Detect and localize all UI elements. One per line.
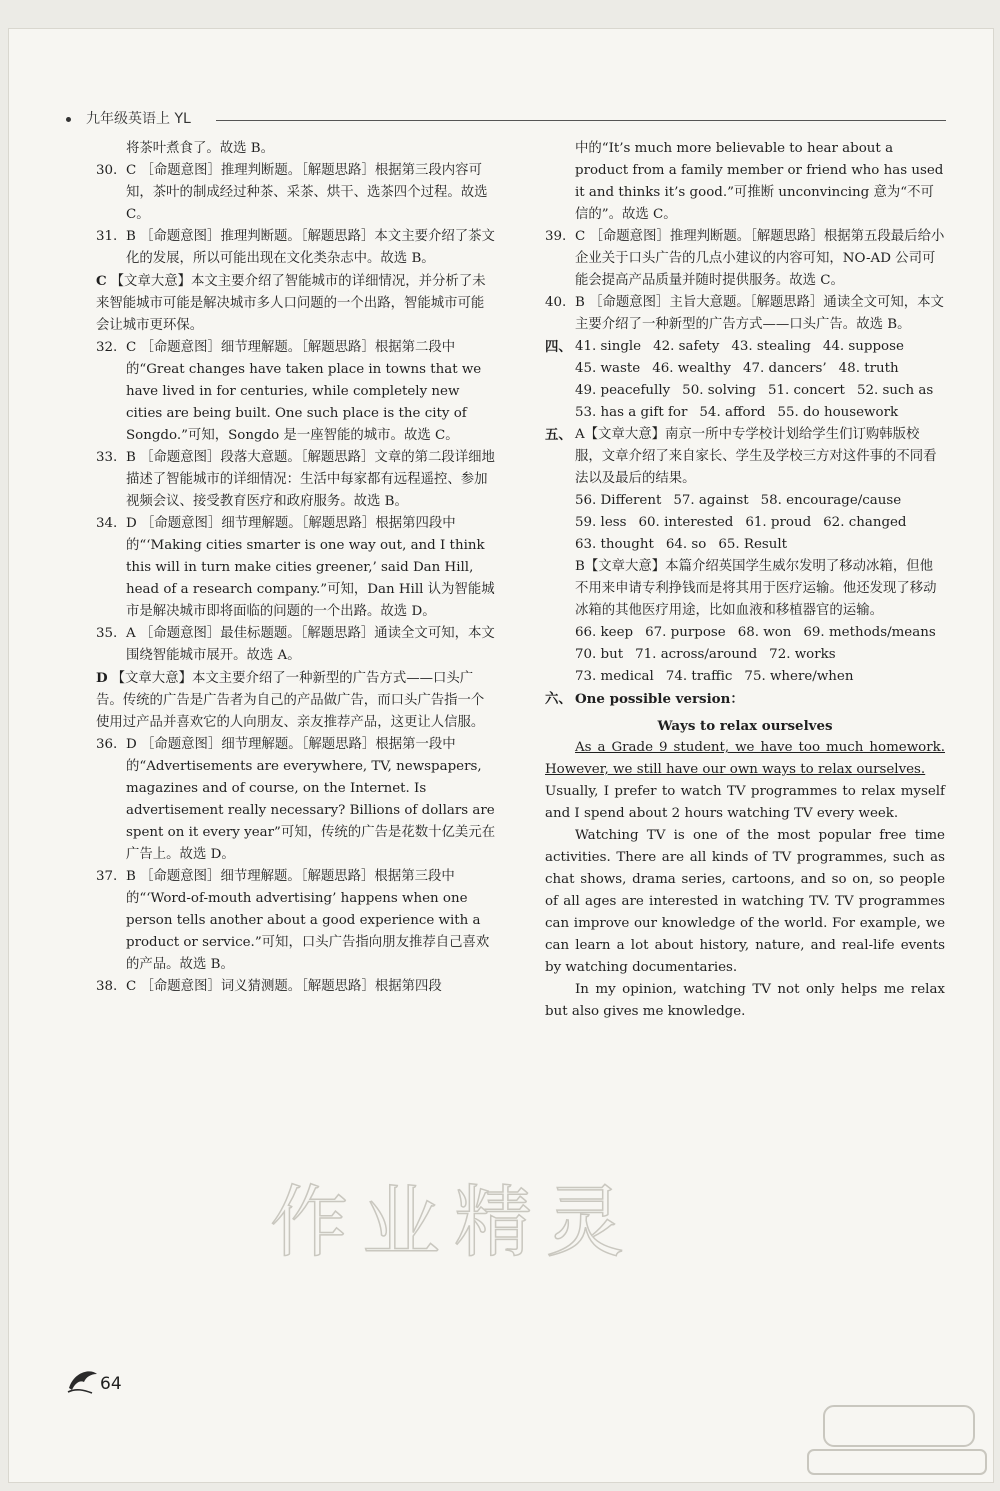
- item-text: D ［命题意图］细节理解题。［解题思路］根据第一段中的“Advertisements are everywhere, TV, newspapers, magazines and of course, on the Internet. Is advertisement really necessary? Billions of dollars are spent on it every year”可知，传统的广告是花数十亿美元在广告上。故选 D。: [126, 737, 496, 862]
- item-number: 38.: [96, 979, 118, 994]
- answer-cell: 55. do housework: [777, 405, 899, 420]
- essay-body: [545, 737, 945, 1023]
- answer-cell: 71. across/around: [635, 647, 758, 662]
- item-number: 36.: [96, 737, 118, 752]
- answer-cell: 63. thought: [575, 537, 654, 552]
- essay-paragraph-2: Watching TV is one of the most popular free time activities. There are all kinds of TV programmes, such as chat shows, drama series, cartoons, and so on, so people of all ages are interested in watching TV. TV programmes can improve our knowledge of the world. For example, we can learn a lot about history, nature, and real-life events by watching documentaries.: [545, 828, 945, 975]
- answer-cell: 62. changed: [823, 515, 907, 530]
- section-six-heading: [545, 688, 945, 711]
- right-column: [545, 138, 945, 1023]
- answer-cell: 73. medical: [575, 669, 654, 684]
- answer-cell: 43. stealing: [731, 339, 811, 354]
- section-six-lead: 六、: [545, 691, 572, 707]
- section-six-label: One possible version：: [575, 691, 744, 707]
- dolphin-logo-icon: [66, 1366, 100, 1396]
- answer-cell: 50. solving: [682, 383, 756, 398]
- answer-row: [545, 622, 945, 644]
- answer-row: [545, 380, 945, 402]
- left-answer-item: [96, 226, 496, 270]
- answer-cell: 74. traffic: [665, 669, 733, 684]
- item-text: 将茶叶煮食了。故选 B。: [126, 141, 275, 156]
- item-text: B ［命题意图］段落大意题。［解题思路］文章的第二段详细地描述了智能城市的详细情况：生活中每家都有远程遥控、参加视频会议、接受教育医疗和政府服务。故选 B。: [126, 450, 495, 509]
- answer-cell: 69. methods/means: [803, 625, 936, 640]
- item-text: 【文章大意】本文主要介绍了一种新型的广告方式——口头广告。传统的广告是广告者为自己的产品做广告，而口头广告指一个使用过产品并喜欢它的人向朋友、亲友推荐产品，这更让人信服。: [96, 671, 485, 730]
- section-five-a-summary: [545, 424, 945, 490]
- answer-cell: 42. safety: [653, 339, 720, 354]
- item-text: C ［命题意图］推理判断题。［解题思路］根据第三段内容可知，茶叶的制成经过种茶、采茶、烘干、选茶四个过程。故选 C。: [126, 163, 488, 222]
- answer-cell: 58. encourage/cause: [760, 493, 902, 508]
- item-number: 40.: [545, 295, 567, 310]
- item-text: B ［命题意图］主旨大意题。［解题思路］通读全文可知，本文主要介绍了一种新型的广告方式——口头广告。故选 B。: [575, 295, 944, 332]
- item-text: B ［命题意图］推理判断题。［解题思路］本文主要介绍了茶文化的发展，所以可能出现在文化类杂志中。故选 B。: [126, 229, 495, 266]
- answer-site-stamp-icon: [800, 1400, 990, 1480]
- answer-row: [545, 402, 945, 424]
- left-answer-item: [96, 160, 496, 226]
- answer-cell: 51. concert: [767, 383, 845, 398]
- answer-cell: 53. has a gift for: [575, 405, 688, 420]
- right-answer-item: [545, 226, 945, 292]
- left-answer-item: [96, 866, 496, 976]
- answer-cell: 72. works: [769, 647, 836, 662]
- item-text: A ［命题意图］最佳标题题。［解题思路］通读全文可知，本文围绕智能城市展开。故选 A。: [126, 626, 495, 663]
- item-number: 31.: [96, 229, 118, 244]
- left-answer-item: [96, 337, 496, 447]
- section-lead: 五、: [545, 427, 572, 443]
- answer-cell: 75. where/when: [744, 669, 854, 684]
- answer-row: [545, 512, 945, 534]
- watermark-text: 作业精灵: [270, 1178, 639, 1268]
- answer-cell: 44. suppose: [822, 339, 904, 354]
- item-number: D: [96, 670, 108, 686]
- item-text: C ［命题意图］词义猜测题。［解题思路］根据第四段: [126, 979, 442, 994]
- right-continuation: [545, 138, 945, 226]
- left-answer-item: [96, 270, 496, 337]
- summary-text: A【文章大意】南京一所中专学校计划给学生们订购韩版校服，文章介绍了来自家长、学生及学校三方对这件事的不同看法以及最后的结果。: [575, 427, 937, 486]
- left-answer-item: [96, 976, 496, 998]
- answer-cell: 67. purpose: [645, 625, 726, 640]
- answer-row: [545, 358, 945, 380]
- item-number: 34.: [96, 516, 118, 531]
- item-number: 30.: [96, 163, 118, 178]
- left-continuation: [96, 138, 496, 160]
- answer-cell: 59. less: [575, 515, 627, 530]
- answer-cell: 47. dancers’: [742, 361, 827, 376]
- right-answer-item: [545, 292, 945, 336]
- item-number: 35.: [96, 626, 118, 641]
- left-answer-item: [96, 513, 496, 623]
- item-number: 33.: [96, 450, 118, 465]
- page-number: 64: [100, 1374, 122, 1394]
- item-text: D ［命题意图］细节理解题。［解题思路］根据第四段中的“‘Making cities smarter is one way out, and I think this will in turn make cities greener,’ said Dan Hill, head of a research company.”可知，Dan Hill 认为智能城市是解决城市即将面临的问题的一个出路。故选 D。: [126, 516, 495, 619]
- item-number: 37.: [96, 869, 118, 884]
- answer-row: [545, 490, 945, 512]
- answer-cell: 52. such as: [856, 383, 934, 398]
- item-text: 中的“It’s much more believable to hear about a product from a family member or friend who has used it and thinks it’s good.”可推断 unconvincing 意为“不可信的”。故选 C。: [575, 141, 944, 222]
- left-column: [96, 138, 496, 998]
- answer-cell: 66. keep: [575, 625, 634, 640]
- answer-cell: 65. Result: [718, 537, 788, 552]
- answer-row: [545, 336, 945, 358]
- item-number: 39.: [545, 229, 567, 244]
- item-text: C ［命题意图］细节理解题。［解题思路］根据第二段中的“Great changes have taken place in towns that we have lived in for centuries, while completely new cities are being built. One such place is the city of Songdo.”可知，Songdo 是一座智能的城市。故选 C。: [126, 340, 482, 443]
- essay-paragraph-1: As a Grade 9 student, we have too much homework. However, we still have our own ways to relax ourselves.: [545, 740, 945, 777]
- answer-cell: 45. waste: [575, 361, 641, 376]
- answer-cell: 56. Different: [575, 493, 662, 508]
- answer-cell: 46. wealthy: [652, 361, 731, 376]
- essay-paragraph-1b: Usually, I prefer to watch TV programmes to relax myself and I spend about 2 hours watching TV every week.: [545, 784, 945, 821]
- section-five-answers: [545, 424, 945, 688]
- page-header: [66, 108, 946, 130]
- item-text: 【文章大意】本文主要介绍了智能城市的详细情况，并分析了未来智能城市可能是解决城市多人口问题的一个出路，智能城市可能会让城市更环保。: [96, 274, 486, 333]
- header-title: 九年级英语上 YL: [86, 111, 191, 127]
- answer-cell: 64. so: [665, 537, 707, 552]
- left-answer-item: [96, 734, 496, 866]
- item-text: C ［命题意图］推理判断题。［解题思路］根据第五段最后给小企业关于口头广告的几点小建议的内容可知，NO-AD 公司可能会提高产品质量并随时提供服务。故选 C。: [575, 229, 945, 288]
- section-lead: 四、: [545, 339, 572, 355]
- answer-cell: 61. proud: [745, 515, 812, 530]
- header-bullet: [66, 117, 71, 122]
- essay-paragraph-3: In my opinion, watching TV not only helps me relax but also gives me knowledge.: [545, 982, 945, 1019]
- answer-cell: 54. afford: [699, 405, 766, 420]
- header-rule: [216, 120, 946, 121]
- item-number: 32.: [96, 340, 118, 355]
- answer-row: [545, 644, 945, 666]
- answer-cell: 48. truth: [838, 361, 899, 376]
- section-four-answers: [545, 336, 945, 424]
- answer-cell: 70. but: [575, 647, 624, 662]
- item-text: B ［命题意图］细节理解题。［解题思路］根据第三段中的“‘Word-of-mouth advertising’ happens when one person tells another about a good experience with a product or service.”可知，口头广告指向朋友推荐自己喜欢的产品。故选 B。: [126, 869, 490, 972]
- item-number: C: [96, 273, 107, 289]
- answer-cell: 68. won: [737, 625, 792, 640]
- answer-cell: 41. single: [575, 339, 642, 354]
- section-five-b-summary: B【文章大意】本篇介绍英国学生威尔发明了移动冰箱，但他不用来申请专利挣钱而是将其用于医疗运输。他还发现了移动冰箱的其他医疗用途，比如血液和移植器官的运输。: [575, 559, 937, 618]
- answer-cell: 60. interested: [638, 515, 734, 530]
- answer-cell: 57. against: [673, 493, 749, 508]
- answer-row: [545, 666, 945, 688]
- answer-row: [545, 534, 945, 556]
- left-answer-item: [96, 447, 496, 513]
- answer-cell: 49. peacefully: [575, 383, 671, 398]
- essay-title: Ways to relax ourselves: [657, 718, 833, 734]
- left-answer-item: [96, 623, 496, 667]
- right-answers-38-40: [545, 138, 945, 336]
- left-answer-item: [96, 667, 496, 734]
